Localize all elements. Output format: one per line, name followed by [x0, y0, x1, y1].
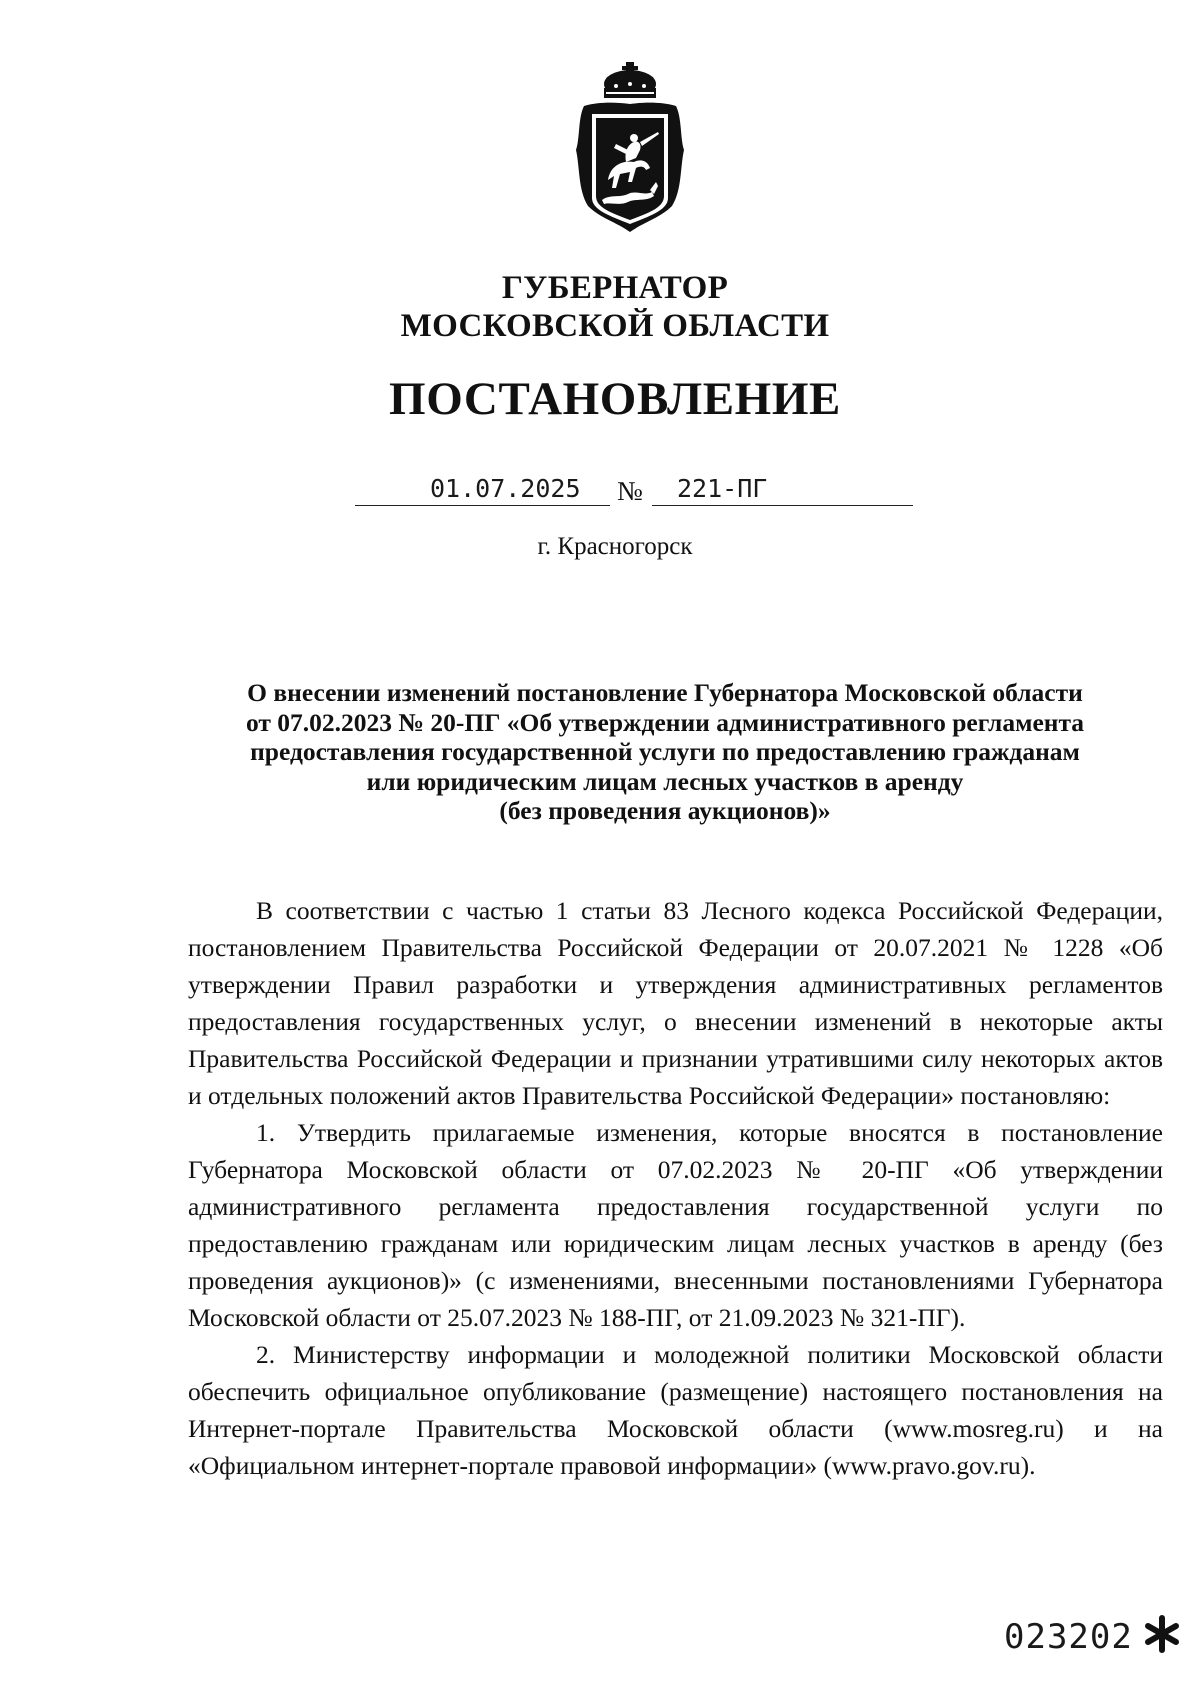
preamble-paragraph: В соответствии с частью 1 статьи 83 Лесного кодекса Российской Федерации, постановлением Правительства Российской Федерации от 20.07.2021 № 1228 «Об утверждении Правил разработки и утверждения административных регламентов предоставления государственных услуг, о внесении изменений в некоторые акты Правительства Российской Федерации и признании утратившими силу некоторых актов и отдельных положений актов Правительства Российской Федерации» постановляю:: [188, 896, 1163, 1110]
registration-line: [355, 474, 913, 506]
document-body: [188, 892, 1163, 1484]
subject-line: предоставления государственной услуги по предоставлению гражданам: [250, 737, 1080, 766]
number-underline: [652, 505, 913, 506]
document-date: 01.07.2025: [430, 474, 581, 503]
asterisk-icon: [1142, 1614, 1182, 1654]
coat-of-arms-icon: [570, 58, 690, 236]
issue-city: г. Красногорск: [537, 533, 693, 560]
number-sign: №: [617, 476, 643, 506]
document-subject: [190, 678, 1140, 826]
subject-line: от 07.02.2023 № 20-ПГ «Об утверждении административного регламента: [245, 707, 1085, 737]
subject-line: (без проведения аукционов)»: [499, 796, 831, 825]
date-underline: [355, 505, 610, 506]
subject-line: О внесении изменений постановление Губернатора Московской области: [247, 678, 1083, 707]
serial-number: 023202: [1004, 1617, 1133, 1657]
clause-2-paragraph: 2. Министерству информации и молодежной политики Московской области обеспечить официальное опубликование (размещение) настоящего постановления на Интернет-портале Правительства Московской области (www.mosreg.ru) и на «Официальном интернет-портале правовой информации» (www.pravo.gov.ru).: [188, 1340, 1163, 1480]
clause-1-paragraph: 1. Утвердить прилагаемые изменения, которые вносятся в постановление Губернатора Московской области от 07.02.2023 № 20-ПГ «Об утверждении административного регламента предоставления государственной услуги по предоставлению гражданам или юридическим лицам лесных участков в аренду (без проведения аукционов)» (с изменениями, внесенными постановлениями Губернатора Московской области от 25.07.2023 № 188-ПГ, от 21.09.2023 № 321-ПГ).: [188, 1118, 1163, 1332]
org-title-line1: ГУБЕРНАТОР: [501, 270, 729, 306]
subject-line: или юридическим лицам лесных участков в аренду: [366, 766, 964, 796]
document-type-title: ПОСТАНОВЛЕНИЕ: [389, 373, 841, 425]
org-title-line2: МОСКОВСКОЙ ОБЛАСТИ: [400, 308, 830, 344]
document-number: 221-ПГ: [677, 474, 768, 503]
